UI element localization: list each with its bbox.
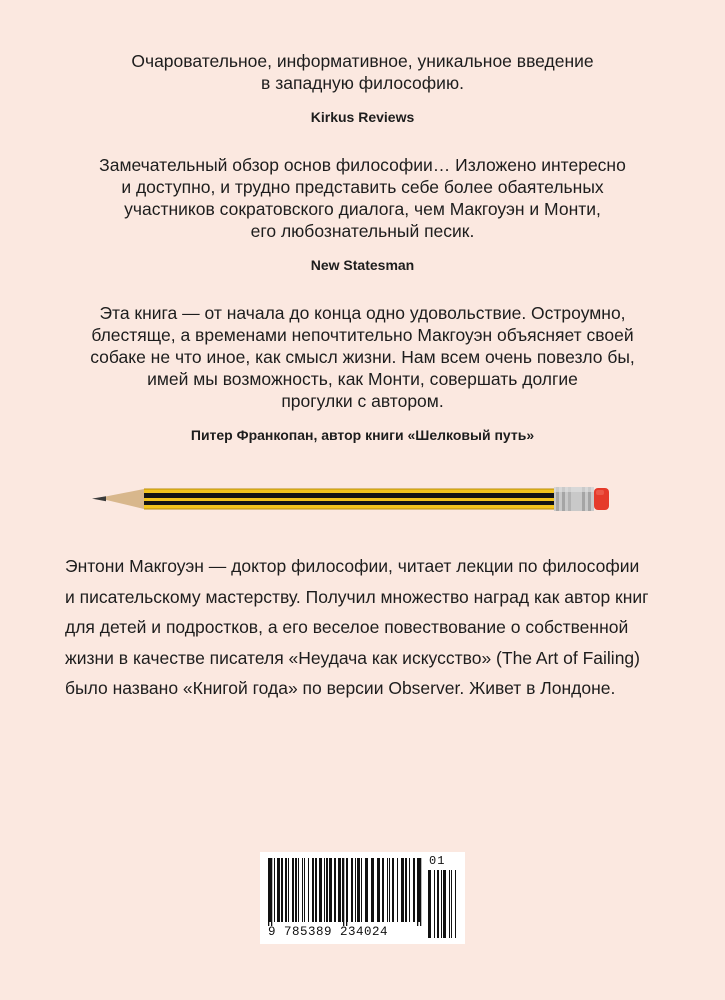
barcode-addon-digits: 01 — [429, 854, 446, 868]
quote-text-1: Очаровательное, информативное, уникальное введение в западную философию. — [131, 51, 594, 93]
author-bio: Энтони Макгоуэн — доктор философии, читает лекции по философии и писательскому мастерству. Получил множество наград как автор книг для детей и подростков, а его веселое повествование о собственной жизни в качестве писателя «Неудача как искусство» (The Art of Failing) было названо «Книгой года» по версии Observer. Живет в Лондоне. — [65, 556, 649, 698]
quote-source-3: Питер Франкопан, автор книги «Шелковый путь» — [190, 427, 535, 443]
quote-source-2: New Statesman — [310, 257, 415, 273]
pencil-icon — [92, 484, 612, 521]
barcode-isbn-digits: 9 785389 234024 — [268, 925, 389, 939]
quote-text-3: Эта книга — от начала до конца одно удовольствие. Остроумно, блестяще, а временами непочтительно Макгоуэн объясняет своей собаке не что иное, как смысл жизни. Нам всем очень повезло бы, имей мы возможность, как Монти, совершать долгие прогулки с автором. — [90, 303, 635, 411]
quote-source-1: Kirkus Reviews — [310, 109, 415, 125]
quote-text-2: Замечательный обзор основ философии… Изложено интересно и доступно, и трудно представить себе более обаятельных участников сократовского диалога, чем Макгоуэн и Монти, его любознательный песик. — [99, 155, 626, 241]
isbn-barcode — [260, 852, 465, 944]
